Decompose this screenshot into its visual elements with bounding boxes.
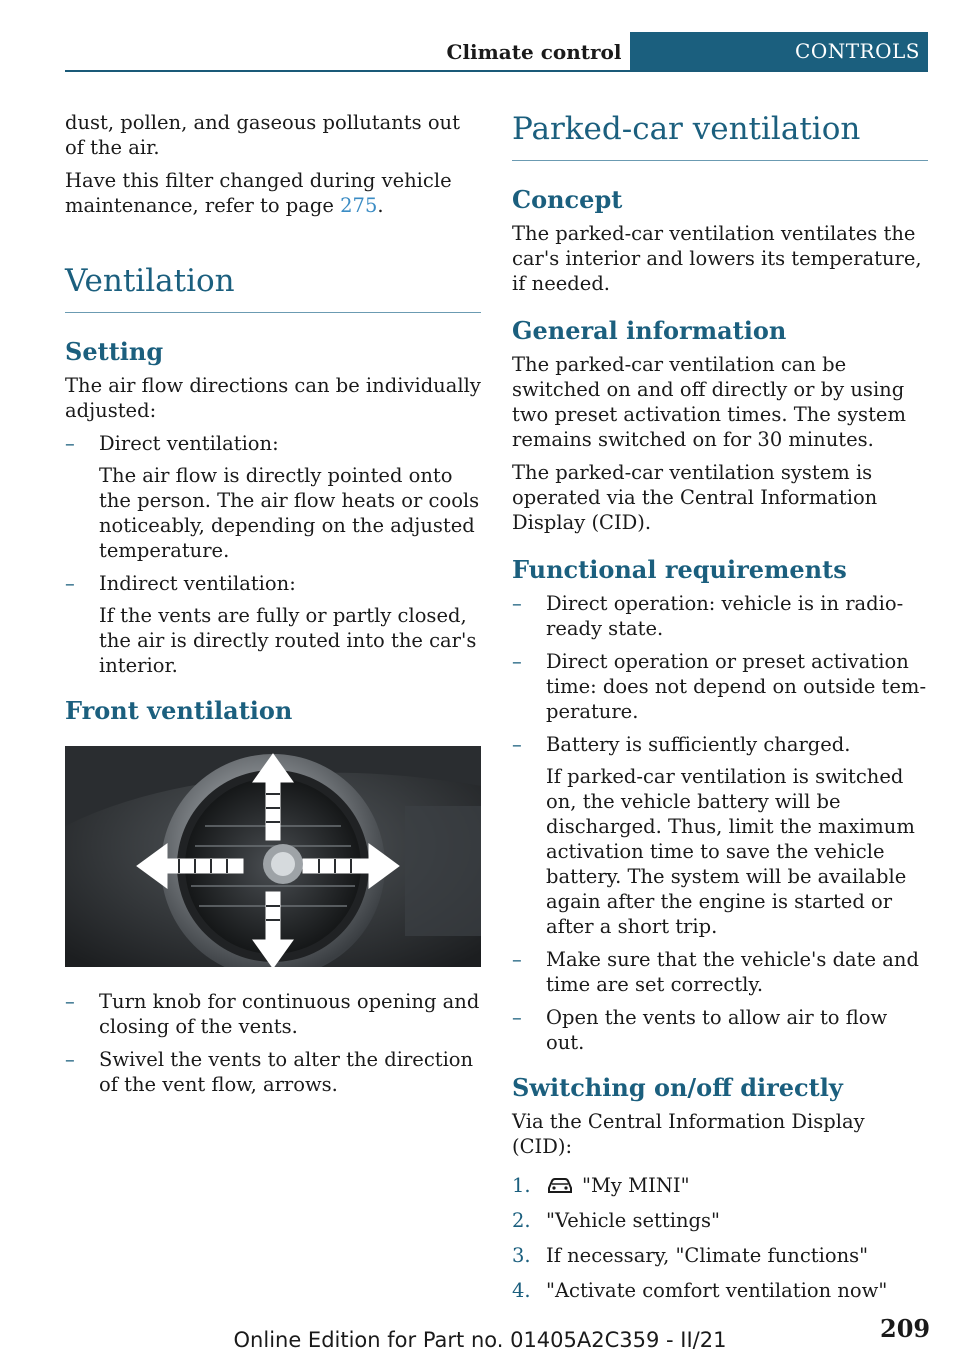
list-item: 2. "Vehicle settings" — [512, 1209, 720, 1232]
heading-switching-on-off: Switching on/off directly — [512, 1073, 843, 1102]
list-item: – Battery is sufficiently charged. If parked-car ventilation is switched on, the vehicle battery will be discharged. Thus, limit the maximum activation time to save the vehicle battery. The system will be available again after the engine is started or after a short trip. — [512, 732, 928, 939]
general-text-2: The parked-car ventilation system is operated via the Central Information Display (CID). — [512, 461, 878, 534]
steps-list — [512, 1173, 928, 1303]
list-item: – Indirect ventilation: If the vents are fully or partly closed, the air is directly routed into the car's interior. — [65, 572, 477, 677]
heading-setting: Setting — [65, 337, 164, 366]
airflow-list — [65, 431, 481, 678]
header-rule — [65, 70, 928, 72]
vent-photo — [65, 746, 481, 967]
battery-note: If parked-car ventilation is switched on, the vehicle battery will be discharged. Thus, limit the maximum activation time to save the vehicle battery. The system will be available again after the engine is started or after a short trip. — [546, 765, 915, 938]
setting-text: The air flow directions can be individually adjusted: — [65, 374, 481, 422]
car-icon — [546, 1177, 574, 1195]
page-number: 209 — [880, 1314, 931, 1343]
section-title-parked-car-ventilation: Parked-car ventilation — [512, 111, 861, 147]
list-item: – Swivel the vents to alter the direction of the vent flow, arrows. — [65, 1048, 474, 1096]
concept-text: The parked-car ventilation ventilates the car's interior and lowers its temperature, if needed. — [512, 222, 922, 295]
front-ventilation-list — [65, 989, 481, 1097]
section-title-ventilation: Ventilation — [65, 263, 235, 299]
list-item: – Open the vents to allow air to flow out. — [512, 1006, 888, 1054]
list-item: – Direct operation: vehicle is in radio-ready state. — [512, 592, 904, 640]
heading-front-ventilation: Front ventilation — [65, 696, 293, 725]
running-header-chapter-tab: CONTROLS — [630, 32, 928, 70]
left-column — [65, 110, 481, 1105]
general-text-1: The parked-car ventilation can be switched on and off directly or by using two preset activation times. The system remains switched on for 30 minutes. — [512, 353, 906, 451]
list-item: – Turn knob for continuous opening and closing of the vents. — [65, 990, 480, 1038]
list-item: – Direct operation or preset activation time: does not depend on outside temperature. — [512, 650, 927, 723]
list-item: – Make sure that the vehicle's date and time are set correctly. — [512, 948, 919, 996]
right-column — [512, 110, 928, 1313]
heading-concept: Concept — [512, 185, 623, 214]
edition-footer: Online Edition for Part no. 01405A2C359 - II/21 — [233, 1328, 727, 1352]
list-item: 4. "Activate comfort ventilation now" — [512, 1279, 888, 1302]
heading-functional-requirements: Functional requirements — [512, 555, 847, 584]
list-item: – Direct ventilation: The air flow is directly pointed onto the person. The air flow heats or cools noticeably, depending on the adjusted temperature. — [65, 432, 480, 562]
requirements-list — [512, 591, 928, 1055]
list-item: 3. If necessary, "Climate functions" — [512, 1244, 869, 1267]
running-header-section: Climate control — [446, 40, 622, 64]
switch-text: Via the Central Information Display (CID): — [512, 1110, 865, 1158]
page-link[interactable]: 275 — [340, 194, 378, 217]
intro-paragraph: dust, pollen, and gaseous pollutants out of the air. — [65, 111, 460, 159]
list-item: 1. "My MINI" — [512, 1174, 690, 1197]
filter-paragraph: Have this filter changed during vehicle maintenance, refer to page 275. — [65, 169, 452, 217]
heading-general-information: General information — [512, 316, 787, 345]
